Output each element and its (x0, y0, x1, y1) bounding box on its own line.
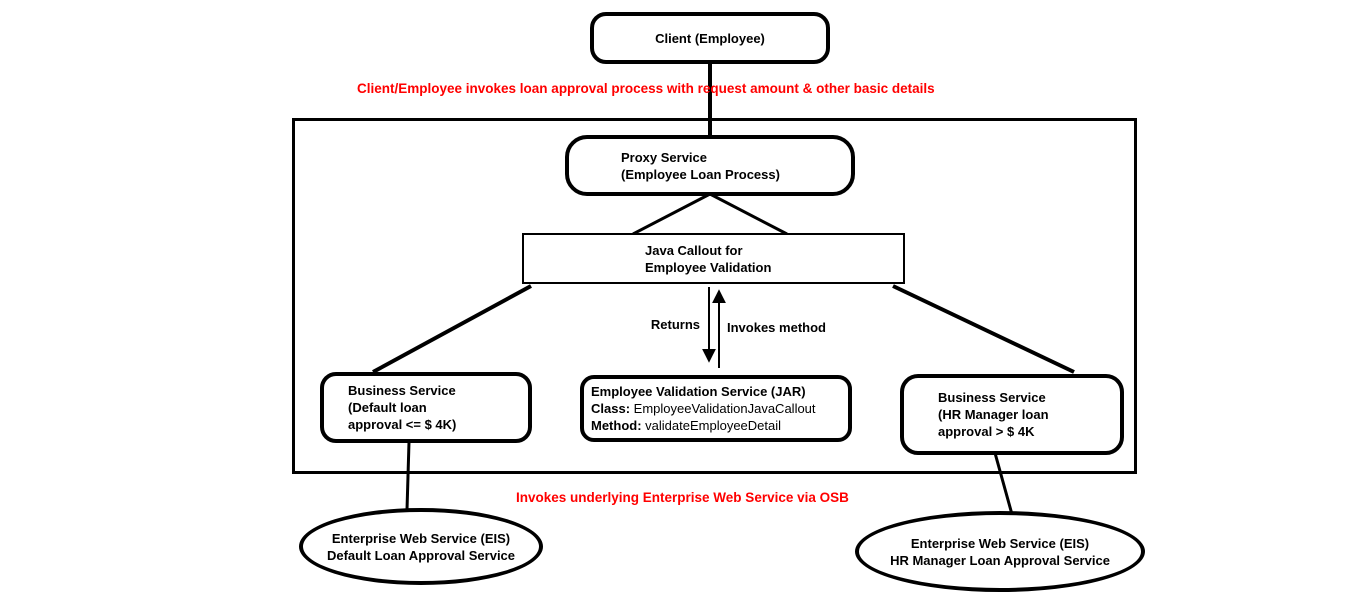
java-callout-line2: Employee Validation (645, 259, 772, 275)
enterprise-ws-hr-node (855, 511, 1145, 592)
proxy-service-line2: (Employee Loan Process) (621, 166, 780, 182)
validation-service-method-line (591, 417, 848, 434)
business-hr-line2: (HR Manager loan (938, 407, 1049, 422)
connector-javacallout-to-business-default (373, 286, 531, 372)
business-hr-line3: approval > $ 4K (938, 424, 1035, 439)
business-service-default-node (320, 372, 532, 443)
ews-default-line2: Default Loan Approval Service (326, 547, 516, 563)
ews-hr-line1: Enterprise Web Service (EIS) (910, 535, 1090, 551)
business-default-line3: approval <= $ 4K) (348, 417, 457, 432)
validation-service-class-value: EmployeeValidationJavaCallout (633, 401, 816, 416)
validation-service-class-label: Class: (591, 401, 631, 416)
client-node (590, 12, 830, 64)
proxy-service-node (565, 135, 855, 196)
invokes-method-label: Invokes method (727, 320, 826, 335)
java-callout-line1: Java Callout for (645, 242, 743, 258)
connector-business-hr-to-ews (995, 453, 1013, 518)
validation-service-class-line (591, 400, 848, 417)
connector-proxy-to-javacallout-right (710, 194, 787, 234)
business-hr-line1: Business Service (938, 390, 1046, 405)
enterprise-ws-default-node (299, 508, 543, 585)
validation-service-method-label: Method: (591, 418, 642, 433)
ews-hr-line2: HR Manager Loan Approval Service (890, 552, 1110, 568)
business-service-hr-node (900, 374, 1124, 455)
client-node-label: Client (Employee) (655, 30, 765, 46)
employee-validation-service-node (580, 375, 852, 442)
java-callout-node (522, 233, 905, 284)
annotation-bottom: Invokes underlying Enterprise Web Service via OSB (516, 490, 849, 505)
connector-javacallout-to-business-hr (893, 286, 1074, 372)
connector-proxy-to-javacallout-left (633, 194, 710, 234)
ews-default-line1: Enterprise Web Service (EIS) (331, 530, 511, 546)
business-default-line1: Business Service (348, 383, 456, 398)
returns-label: Returns (650, 317, 700, 332)
connector-business-default-to-ews (407, 442, 409, 510)
annotation-top: Client/Employee invokes loan approval process with request amount & other basic details (357, 81, 935, 96)
validation-service-title: Employee Validation Service (JAR) (591, 384, 806, 399)
business-default-line2: (Default loan (348, 400, 427, 415)
validation-service-method-value: validateEmployeeDetail (645, 418, 782, 433)
proxy-service-line1: Proxy Service (621, 149, 708, 165)
